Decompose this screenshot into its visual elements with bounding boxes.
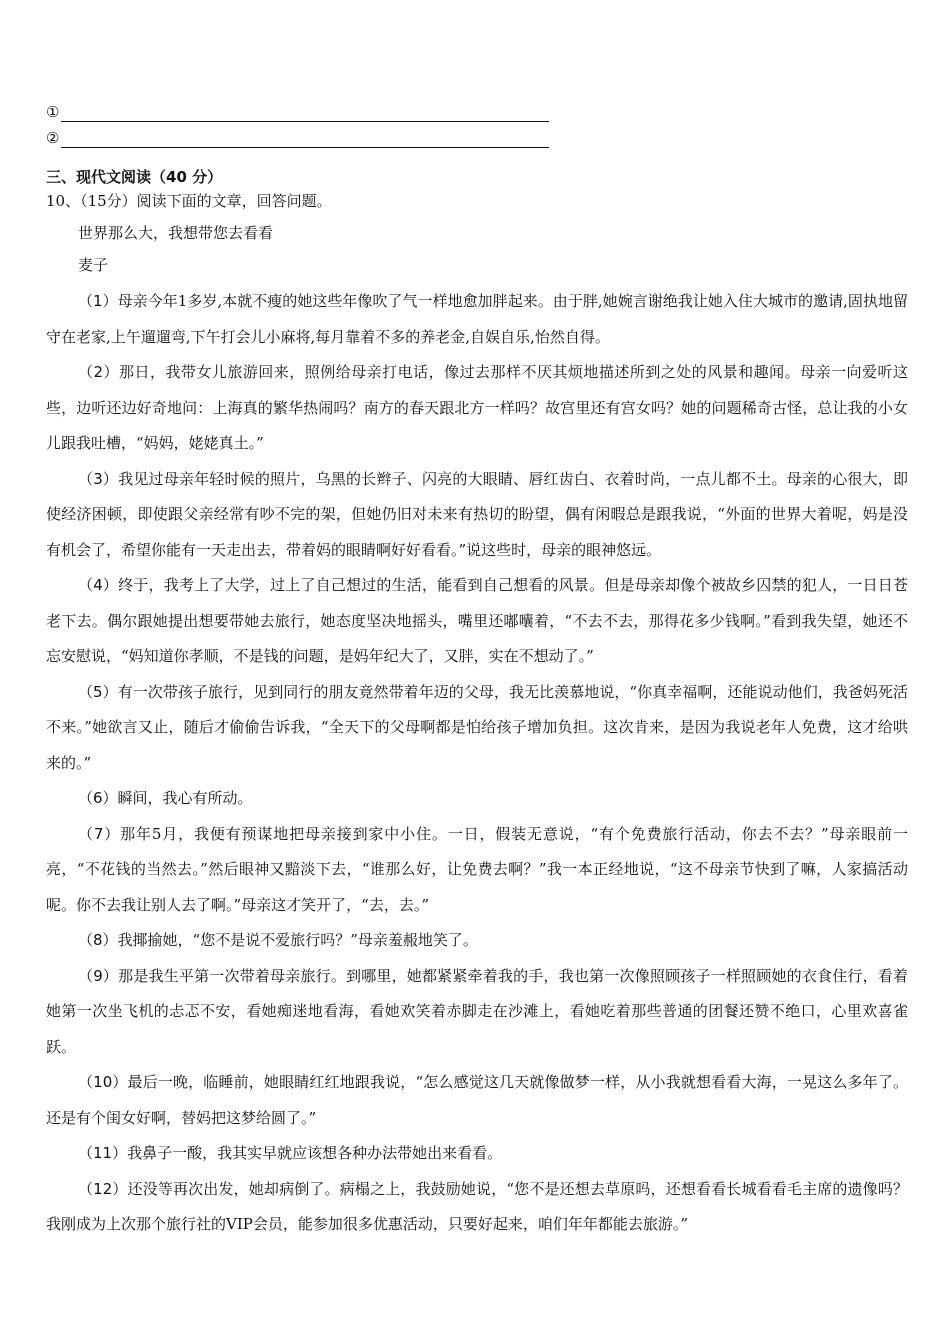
paragraph-number: （4） [78, 576, 119, 594]
paragraph-2 [46, 355, 908, 462]
paragraph-text: 终于，我考上了大学，过上了自己想过的生活，能看到自己想看的风景。但是母亲却像个被故乡囚禁的犯人，一日日苍老下去。偶尔跟她提出想要带她去旅行，她态度坚决地摇头，嘴里还嘟囔着，“不去不去，那得花多少钱啊。”看到我失望，她还不忘安慰说，“妈知道你孝顺，不是钱的问题，是妈年纪大了，又胖，实在不想动了。” [46, 576, 908, 665]
paragraph-text: 瞬间，我心有所动。 [117, 789, 253, 807]
paragraph-text: 最后一晚，临睡前，她眼睛红红地跟我说，“怎么感觉这几天就像做梦一样，从小我就想看看大海，一晃这么多年了。还是有个闺女好啊，替妈把这梦给圆了。” [46, 1073, 908, 1127]
paragraph-number: （11） [78, 1144, 128, 1162]
paragraph-12 [46, 1172, 908, 1243]
paragraph-text: 母亲今年1多岁,本就不瘦的她这些年像吹了气一样地愈加胖起来。由于胖,她婉言谢绝我让她入住大城市的邀请,固执地留守在老家,上午遛遛弯,下午打会儿小麻将,每月靠着不多的养老金,自娱自乐,怡然自得。 [46, 292, 909, 346]
answer-blank-2 [46, 122, 908, 148]
paragraph-number: （5） [78, 682, 118, 701]
paragraph-text: 我揶揄她，“您不是说不爱旅行吗？”母亲羞赧地笑了。 [117, 931, 478, 949]
answer-blank-1 [46, 96, 908, 122]
paragraph-11 [46, 1136, 908, 1172]
paragraph-text: 有一次带孩子旅行，见到同行的朋友竟然带着年迈的父母，我无比羡慕地说，“你真幸福啊，还能说动他们，我爸妈死活不来。”她欲言又止，随后才偷偷告诉我，“全天下的父母啊都是怕给孩子增加负担。这次肯来，是因为我说老年人免费，这才给哄来的。” [46, 682, 908, 772]
paragraph-5 [46, 675, 908, 782]
article-author: 麦子 [78, 256, 109, 274]
paragraph-number: （3） [78, 469, 119, 488]
paragraph-4 [46, 568, 908, 675]
question-prompt: 10、（15分）阅读下面的文章，回答问题。 [46, 192, 332, 210]
paragraph-number: （7） [78, 824, 121, 843]
paragraph-text: 我见过母亲年轻时候的照片，乌黑的长辫子、闪亮的大眼睛、唇红齿白、衣着时尚，一点儿都不土。母亲的心很大，即使经济困顿，即使跟父亲经常有吵不完的架，但她仍旧对未来有热切的盼望，偶有闲暇总是跟我说，“外面的世界大着呢，妈是没有机会了，希望你能有一天走出去，带着妈的眼睛啊好好看看。”说这些时，母亲的眼神悠远。 [46, 469, 908, 559]
answer-blank-rule[interactable] [61, 105, 549, 122]
paragraph-9 [46, 959, 908, 1066]
paragraph-number: （9） [78, 966, 119, 985]
paragraph-number: （8） [78, 931, 118, 949]
paragraph-6 [46, 781, 908, 817]
paragraph-1 [46, 284, 908, 355]
article-body [46, 284, 908, 1243]
section-title: 三、现代文阅读（40 分） [46, 168, 223, 186]
paragraph-8 [46, 923, 908, 959]
paragraph-number: （2） [78, 363, 119, 381]
answer-blank-rule[interactable] [61, 131, 549, 148]
article-title: 世界那么大，我想带您去看看 [78, 224, 274, 242]
paragraph-number: （1） [78, 292, 118, 310]
answer-blank-marker: ② [46, 129, 60, 147]
paragraph-text: 那年5月，我便有预谋地把母亲接到家中小住。一日，假装无意说，“有个免费旅行活动，你去不去？”母亲眼前一亮，“不花钱的当然去。”然后眼神又黯淡下去，“谁那么好，让免费去啊？”我一本正经地说，“这不母亲节快到了嘛，人家搞活动呢。你不去我让别人去了啊。”母亲这才笑开了，“去，去。” [46, 824, 908, 914]
paragraph-number: （12） [78, 1179, 128, 1198]
paragraph-3 [46, 462, 908, 569]
document-page [46, 96, 908, 1243]
paragraph-text: 还没等再次出发，她却病倒了。病榻之上，我鼓励她说，“您不是还想去草原吗，还想看看长城看看毛主席的遗像吗？我刚成为上次那个旅行社的VIP会员，能参加很多优惠活动，只要好起来，咱们年年都能去旅游。” [46, 1179, 908, 1233]
paragraph-7 [46, 817, 908, 924]
paragraph-text: 那日，我带女儿旅游回来，照例给母亲打电话，像过去那样不厌其烦地描述所到之处的风景和趣闻。母亲一向爱听这些，边听还边好奇地问：上海真的繁华热闹吗？南方的春天跟北方一样吗？故宫里还有宫女吗？她的问题稀奇古怪，总让我的小女儿跟我吐槽，“妈妈，姥姥真土。” [46, 363, 908, 452]
paragraph-text: 那是我生平第一次带着母亲旅行。到哪里，她都紧紧牵着我的手，我也第一次像照顾孩子一样照顾她的衣食住行，看着她第一次坐飞机的忐忑不安，看她痴迷地看海，看她欢笑着赤脚走在沙滩上，看她吃着那些普通的团餐还赞不绝口，心里欢喜雀跃。 [46, 966, 908, 1056]
paragraph-number: （6） [78, 789, 118, 807]
paragraph-10 [46, 1065, 908, 1136]
paragraph-text: 我鼻子一酸，我其实早就应该想各种办法带她出来看看。 [127, 1144, 503, 1162]
answer-blank-marker: ① [46, 103, 60, 121]
paragraph-number: （10） [78, 1073, 128, 1091]
